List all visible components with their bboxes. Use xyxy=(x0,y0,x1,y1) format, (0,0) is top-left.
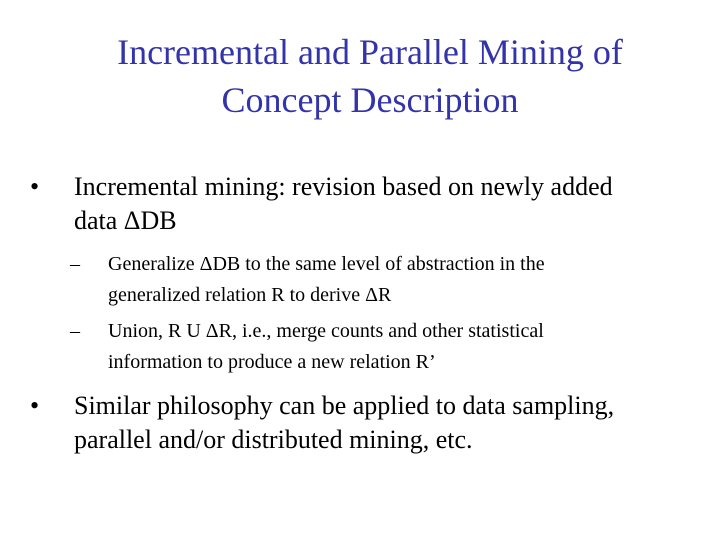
title-line: Incremental and Parallel Mining of xyxy=(117,32,623,72)
sub-bullet-marker: – xyxy=(70,320,80,342)
sub-bullet-marker: – xyxy=(70,253,80,275)
sub-bullet-text-line: Generalize ΔDB to the same level of abstraction in the xyxy=(108,253,545,275)
sub-bullet-text-line: generalized relation R to derive ΔR xyxy=(108,284,392,306)
sub-bullet-text-line: information to produce a new relation R’ xyxy=(108,351,436,373)
sub-bullet-text-line: Union, R U ΔR, i.e., merge counts and other statistical xyxy=(108,320,544,342)
sub-bullet-union xyxy=(70,316,690,378)
bullet-text-line: parallel and/or distributed mining, etc. xyxy=(74,425,473,454)
bullet-incremental-mining xyxy=(30,170,690,238)
bullet-text-line: Incremental mining: revision based on newly added xyxy=(74,172,613,201)
title-line: Concept Description xyxy=(221,80,519,120)
bullet-similar-philosophy xyxy=(30,389,690,457)
bullet-text-line: data ΔDB xyxy=(74,206,177,235)
sub-bullet-generalize xyxy=(70,249,690,311)
bullet-marker: • xyxy=(30,391,40,420)
slide-title xyxy=(60,28,680,124)
bullet-marker: • xyxy=(30,172,40,201)
bullet-text-line: Similar philosophy can be applied to data sampling, xyxy=(74,391,615,420)
